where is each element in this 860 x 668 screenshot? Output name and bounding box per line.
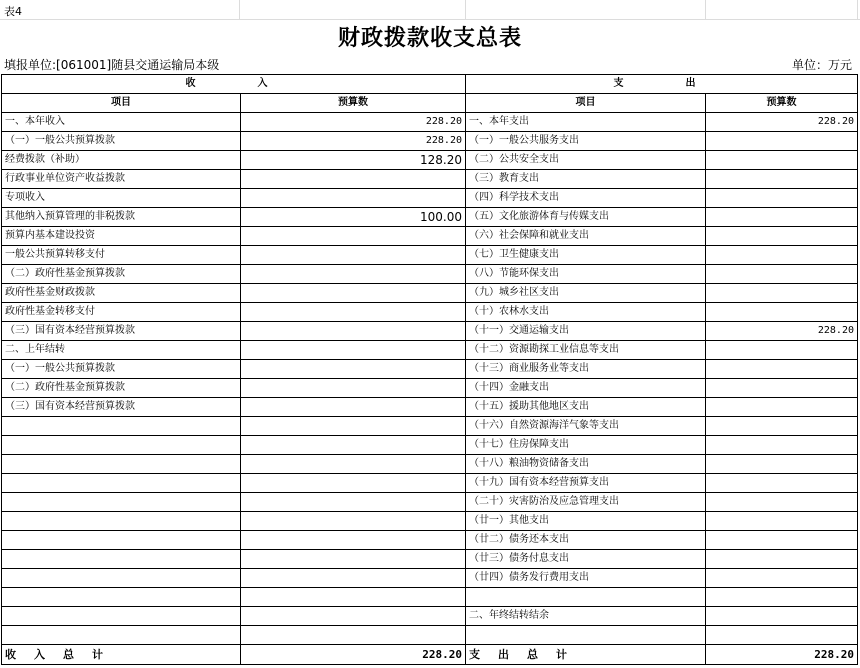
expense-item-cell[interactable] <box>466 626 706 645</box>
income-budget-cell[interactable]: 128.20 <box>241 151 466 170</box>
expense-budget-cell[interactable] <box>706 398 858 417</box>
expense-item-cell[interactable]: （十）农林水支出 <box>466 303 706 322</box>
income-budget-cell[interactable] <box>241 322 466 341</box>
expense-budget-cell[interactable] <box>706 569 858 588</box>
expense-budget-cell[interactable] <box>706 208 858 227</box>
income-item-cell[interactable] <box>2 626 241 645</box>
income-budget-cell[interactable] <box>241 531 466 550</box>
expense-item-cell[interactable]: （五）文化旅游体育与传媒支出 <box>466 208 706 227</box>
totals-row <box>2 645 858 665</box>
table-row <box>2 493 858 512</box>
expense-budget-cell[interactable] <box>706 341 858 360</box>
table-row <box>2 322 858 341</box>
expense-budget-cell[interactable] <box>706 303 858 322</box>
income-item-cell[interactable] <box>2 417 241 436</box>
expense-item-cell[interactable]: （七）卫生健康支出 <box>466 246 706 265</box>
expense-total-value[interactable]: 228.20 <box>706 645 858 665</box>
income-budget-cell[interactable]: 228.20 <box>241 113 466 132</box>
table-row <box>2 474 858 493</box>
income-item-cell[interactable]: （二）政府性基金预算拨款 <box>2 379 241 398</box>
income-item-cell[interactable] <box>2 588 241 607</box>
income-budget-header: 预算数 <box>241 94 466 113</box>
expense-item-cell[interactable]: （十九）国有资本经营预算支出 <box>466 474 706 493</box>
expense-item-cell[interactable]: （廿三）债务付息支出 <box>466 550 706 569</box>
table-row <box>2 303 858 322</box>
income-budget-cell[interactable] <box>241 170 466 189</box>
income-item-cell[interactable]: （三）国有资本经营预算拨款 <box>2 398 241 417</box>
income-item-cell[interactable] <box>2 455 241 474</box>
income-item-cell[interactable]: 一、本年收入 <box>2 113 241 132</box>
income-budget-cell[interactable]: 228.20 <box>241 132 466 151</box>
expense-budget-header: 预算数 <box>706 94 858 113</box>
expense-budget-cell[interactable] <box>706 455 858 474</box>
expense-item-cell[interactable]: （二十）灾害防治及应急管理支出 <box>466 493 706 512</box>
income-item-cell[interactable] <box>2 607 241 626</box>
expense-item-cell[interactable]: （十四）金融支出 <box>466 379 706 398</box>
income-budget-cell[interactable] <box>241 626 466 645</box>
expense-item-cell[interactable]: （一）一般公共服务支出 <box>466 132 706 151</box>
income-item-cell[interactable]: 政府性基金财政拨款 <box>2 284 241 303</box>
expense-item-cell[interactable]: （廿二）债务还本支出 <box>466 531 706 550</box>
reporting-unit: 填报单位:[061001]随县交通运输局本级 <box>4 58 220 72</box>
expense-budget-cell[interactable] <box>706 512 858 531</box>
income-item-cell[interactable]: 专项收入 <box>2 189 241 208</box>
table-row <box>2 512 858 531</box>
table-row <box>2 360 858 379</box>
expense-total-label[interactable]: 支出总计 <box>466 645 706 665</box>
table-row <box>2 588 858 607</box>
income-item-cell[interactable]: 行政事业单位资产收益拨款 <box>2 170 241 189</box>
income-budget-cell[interactable] <box>241 436 466 455</box>
table-row <box>2 151 858 170</box>
income-budget-cell[interactable] <box>241 417 466 436</box>
sheet-label: 表4 <box>4 5 22 18</box>
expense-budget-cell[interactable] <box>706 436 858 455</box>
expense-budget-cell[interactable] <box>706 607 858 626</box>
expense-item-cell[interactable]: （十八）粮油物资储备支出 <box>466 455 706 474</box>
expense-budget-cell[interactable]: 228.20 <box>706 113 858 132</box>
income-total-label[interactable]: 收入总计 <box>2 645 241 665</box>
expense-item-cell[interactable]: （三）教育支出 <box>466 170 706 189</box>
expense-budget-cell[interactable] <box>706 151 858 170</box>
income-item-cell[interactable] <box>2 474 241 493</box>
income-item-cell[interactable] <box>2 550 241 569</box>
income-budget-cell[interactable] <box>241 398 466 417</box>
table-row <box>2 379 858 398</box>
table-row <box>2 607 858 626</box>
income-item-cell[interactable] <box>2 569 241 588</box>
table-row <box>2 113 858 132</box>
income-total-value[interactable]: 228.20 <box>241 645 466 665</box>
income-item-cell[interactable]: （一）一般公共预算拨款 <box>2 360 241 379</box>
table-row <box>2 626 858 645</box>
expense-budget-cell[interactable] <box>706 132 858 151</box>
table-row <box>2 436 858 455</box>
income-item-cell[interactable] <box>2 512 241 531</box>
budget-table <box>1 74 858 665</box>
table-row <box>2 455 858 474</box>
table-row <box>2 284 858 303</box>
table-row <box>2 208 858 227</box>
expense-item-cell[interactable]: （十六）自然资源海洋气象等支出 <box>466 417 706 436</box>
income-item-cell[interactable]: （二）政府性基金预算拨款 <box>2 265 241 284</box>
expense-item-cell[interactable]: 一、本年支出 <box>466 113 706 132</box>
income-budget-cell[interactable]: 100.00 <box>241 208 466 227</box>
income-budget-cell[interactable] <box>241 284 466 303</box>
table-row <box>2 189 858 208</box>
expense-budget-cell[interactable] <box>706 379 858 398</box>
income-budget-cell[interactable] <box>241 512 466 531</box>
income-item-cell[interactable]: 经费拨款（补助） <box>2 151 241 170</box>
expense-item-cell[interactable]: （十三）商业服务业等支出 <box>466 360 706 379</box>
expense-item-cell[interactable]: （十五）援助其他地区支出 <box>466 398 706 417</box>
expense-item-cell[interactable]: （十二）资源勘探工业信息等支出 <box>466 341 706 360</box>
section-header-row <box>2 75 858 94</box>
sheet-top-row <box>0 0 860 20</box>
expense-budget-cell[interactable] <box>706 170 858 189</box>
income-budget-cell[interactable] <box>241 379 466 398</box>
expense-item-cell[interactable]: （四）科学技术支出 <box>466 189 706 208</box>
expense-budget-cell[interactable] <box>706 588 858 607</box>
income-budget-cell[interactable] <box>241 569 466 588</box>
expense-item-cell[interactable]: （九）城乡社区支出 <box>466 284 706 303</box>
expense-budget-cell[interactable] <box>706 284 858 303</box>
table-row <box>2 132 858 151</box>
table-row <box>2 227 858 246</box>
expense-item-cell[interactable]: （廿四）债务发行费用支出 <box>466 569 706 588</box>
expense-budget-cell[interactable] <box>706 417 858 436</box>
expense-budget-cell[interactable] <box>706 265 858 284</box>
expense-budget-cell[interactable] <box>706 493 858 512</box>
expense-budget-cell[interactable] <box>706 626 858 645</box>
expense-item-cell[interactable] <box>466 588 706 607</box>
income-budget-cell[interactable] <box>241 455 466 474</box>
income-budget-cell[interactable] <box>241 246 466 265</box>
income-budget-cell[interactable] <box>241 360 466 379</box>
expense-budget-cell[interactable] <box>706 360 858 379</box>
income-budget-cell[interactable] <box>241 189 466 208</box>
income-item-cell[interactable]: 其他纳入预算管理的非税拨款 <box>2 208 241 227</box>
expense-item-cell[interactable]: （十七）住房保障支出 <box>466 436 706 455</box>
expense-budget-cell[interactable]: 228.20 <box>706 322 858 341</box>
income-item-cell[interactable]: 政府性基金转移支付 <box>2 303 241 322</box>
table-row <box>2 341 858 360</box>
income-item-cell[interactable]: （三）国有资本经营预算拨款 <box>2 322 241 341</box>
table-row <box>2 170 858 189</box>
expense-budget-cell[interactable] <box>706 189 858 208</box>
table-row <box>2 398 858 417</box>
expense-item-cell[interactable]: （二）公共安全支出 <box>466 151 706 170</box>
expense-budget-cell[interactable] <box>706 474 858 493</box>
expense-item-cell[interactable]: （十一）交通运输支出 <box>466 322 706 341</box>
income-budget-cell[interactable] <box>241 550 466 569</box>
income-budget-cell[interactable] <box>241 265 466 284</box>
expense-item-cell[interactable]: （八）节能环保支出 <box>466 265 706 284</box>
income-budget-cell[interactable] <box>241 474 466 493</box>
unit-label: 单位：万元 <box>791 58 852 72</box>
income-item-header: 项目 <box>2 94 241 113</box>
expense-item-cell[interactable]: （廿一）其他支出 <box>466 512 706 531</box>
income-item-cell[interactable] <box>2 436 241 455</box>
expense-budget-cell[interactable] <box>706 550 858 569</box>
expense-budget-cell[interactable] <box>706 531 858 550</box>
table-row <box>2 417 858 436</box>
expense-budget-cell[interactable] <box>706 246 858 265</box>
report-title: 财政拨款收支总表 <box>337 25 522 51</box>
income-budget-cell[interactable] <box>241 607 466 626</box>
income-item-cell[interactable] <box>2 493 241 512</box>
income-budget-cell[interactable] <box>241 227 466 246</box>
expense-item-cell[interactable]: 二、年终结转结余 <box>466 607 706 626</box>
table-row <box>2 531 858 550</box>
table-row <box>2 550 858 569</box>
table-row <box>2 569 858 588</box>
income-item-cell[interactable]: 预算内基本建设投资 <box>2 227 241 246</box>
income-item-cell[interactable]: 一般公共预算转移支付 <box>2 246 241 265</box>
expense-header: 支 出 <box>466 75 858 94</box>
table-row <box>2 265 858 284</box>
income-item-cell[interactable]: （一）一般公共预算拨款 <box>2 132 241 151</box>
income-item-cell[interactable] <box>2 531 241 550</box>
income-budget-cell[interactable] <box>241 493 466 512</box>
income-budget-cell[interactable] <box>241 588 466 607</box>
table-row <box>2 246 858 265</box>
income-item-cell[interactable]: 二、上年结转 <box>2 341 241 360</box>
expense-budget-cell[interactable] <box>706 227 858 246</box>
expense-item-cell[interactable]: （六）社会保障和就业支出 <box>466 227 706 246</box>
expense-item-header: 项目 <box>466 94 706 113</box>
income-budget-cell[interactable] <box>241 341 466 360</box>
column-header-row <box>2 94 858 113</box>
income-budget-cell[interactable] <box>241 303 466 322</box>
income-header: 收 入 <box>2 75 466 94</box>
